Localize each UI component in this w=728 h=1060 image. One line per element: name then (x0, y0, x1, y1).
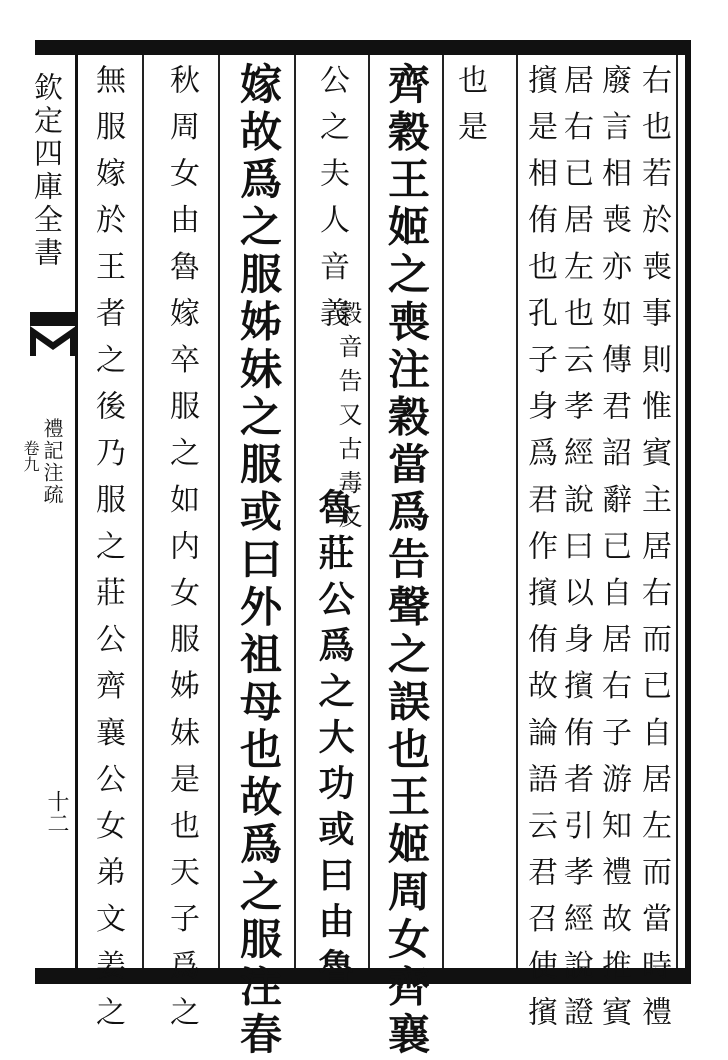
margin-volume: 卷九 (21, 440, 40, 472)
text-column-8: 嫁故爲之服姊妹之服或曰外祖母也故爲之服注春 (234, 62, 283, 1060)
margin-page-number: 十二 (44, 790, 69, 834)
column-rule (294, 55, 296, 968)
text-column-10: 無服嫁於王者之後乃服之莊公齊襄公女弟文姜之 (90, 64, 125, 1043)
frame-right-border (685, 40, 691, 984)
margin-book-title: 禮記注疏 (40, 418, 64, 506)
text-column-9: 秋周女由魯嫁卒服之如内女服姊妹是也天子爲之 (164, 64, 199, 1043)
pronunciation-note-right: 穀音告又古毒反 (334, 300, 362, 538)
margin-rule (75, 55, 78, 968)
margin-title: 欽定四庫全書 (30, 72, 64, 270)
column-rule (218, 55, 220, 968)
text-column-7-start: 公之夫人音義 (314, 64, 349, 344)
column-rule (368, 55, 370, 968)
fishtail-mark-icon (30, 312, 76, 356)
text-column-5: 也是 (452, 64, 487, 158)
frame-right-inner-rule (676, 55, 678, 968)
text-column-1: 右也若於喪事則惟賓主居右而已自居左而當時禮 (636, 64, 671, 1043)
text-column-2: 廢言相喪亦如傳君詔辭已自居右子游知禮故推賓 (596, 64, 631, 1043)
text-column-4: 擯是相侑也孔子身爲君作擯侑故論語云君召使擯 (522, 64, 557, 1043)
text-column-7-end: 魯莊公爲之大功或曰由魯 (313, 488, 355, 994)
column-rule (142, 55, 144, 968)
column-rule (516, 55, 518, 968)
text-column-3: 居右已居左也云孝經說曰以身擯侑者引孝經說證 (558, 64, 593, 1043)
frame-top-border (35, 40, 690, 55)
column-rule (442, 55, 444, 968)
text-column-6: 齊穀王姬之喪注穀當爲告聲之誤也王姬周女齊襄 (382, 62, 431, 1060)
